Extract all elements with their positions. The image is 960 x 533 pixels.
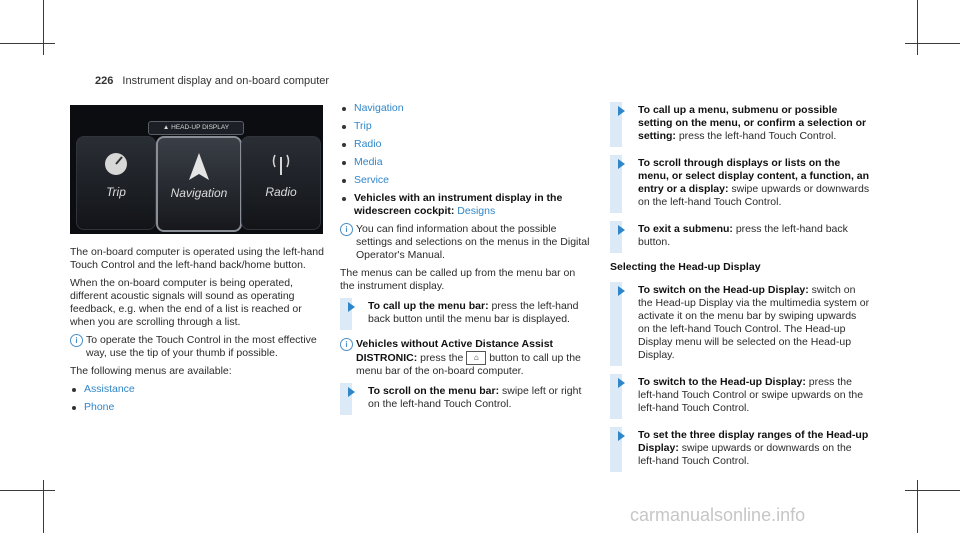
list-item — [70, 401, 325, 414]
tile-label: Trip — [106, 185, 126, 199]
watermark: carmanualsonline.info — [630, 505, 806, 525]
step: To scroll through displays or lists on the menu, or select display content, a function, an entry or a display: swipe upwards or downwards on the left-hand Touch Control. — [610, 155, 870, 213]
step: To call up the menu bar: press the left-hand back button until the menu bar is displayed. — [340, 298, 590, 330]
arrow-right-icon — [618, 225, 625, 235]
menu-screen-image — [70, 105, 323, 234]
arrow-right-icon — [348, 387, 355, 397]
home-icon: ⌂ — [466, 351, 486, 365]
link-navigation[interactable]: Navigation — [354, 102, 404, 114]
page-header — [95, 75, 329, 87]
list-item: Vehicles with an instrument display in the widescreen cockpit: Designs — [340, 192, 590, 218]
note: i You can find information about the possible settings and selections on the menus in the Digital Operator's Manual. — [340, 223, 590, 262]
note: i To operate the Touch Control in the most effective way, use the tip of your thumb if possible. — [70, 334, 325, 360]
link-designs[interactable]: Designs — [457, 205, 496, 217]
arrow-right-icon — [348, 302, 355, 312]
link-assistance[interactable]: Assistance — [84, 383, 135, 395]
step: To switch on the Head-up Display: switch on the Head-up Display via the multimedia system or activate it on the menu bar by swiping upwards on the left-hand Touch Control. The Head-up Display menu will be selected on the Head-up Display. — [610, 282, 870, 366]
page-number: 226 — [95, 75, 114, 87]
tile-navigation — [156, 136, 242, 232]
crop-mark — [905, 43, 960, 44]
page-title: Instrument display and on-board computer — [122, 75, 330, 87]
paragraph: The menus can be called up from the menu bar on the instrument display. — [340, 267, 576, 292]
list-item — [70, 383, 325, 396]
tile-label: Navigation — [170, 186, 228, 200]
speedometer-icon — [103, 151, 129, 181]
column-3 — [610, 102, 870, 480]
info-icon: i — [70, 334, 83, 347]
link-radio[interactable]: Radio — [354, 138, 382, 150]
note: i Vehicles without Active Distance Assist DISTRONIC: press the ⌂ button to call up the menu bar of the on-board computer. — [340, 338, 590, 378]
crop-mark — [43, 480, 44, 533]
tile-label: Radio — [265, 185, 297, 199]
arrow-right-icon — [618, 431, 625, 441]
step: To set the three display ranges of the Head-up Display: swipe upwards or downwards on the left-hand Touch Control. — [610, 427, 870, 472]
link-trip[interactable]: Trip — [354, 120, 372, 132]
list-item — [340, 102, 590, 115]
list-item — [340, 120, 590, 133]
info-icon: i — [340, 338, 353, 351]
list-item — [340, 156, 590, 169]
arrow-right-icon — [618, 106, 625, 116]
crop-mark — [905, 490, 960, 491]
section-heading: Selecting the Head-up Display — [610, 261, 761, 273]
arrow-right-icon — [618, 378, 625, 388]
link-media[interactable]: Media — [354, 156, 383, 168]
paragraph: The on-board computer is operated using the left-hand Touch Control and the left-hand back/home button. — [70, 246, 324, 271]
arrow-right-icon — [618, 286, 625, 296]
list-item — [340, 138, 590, 151]
step: To call up a menu, submenu or possible setting on the menu, or confirm a selection or setting: press the left-hand Touch Control. — [610, 102, 870, 147]
column-2 — [340, 102, 590, 423]
hud-label: ▲ HEAD-UP DISPLAY — [148, 121, 244, 135]
navigation-arrow-icon — [188, 152, 210, 186]
menu-list — [340, 102, 590, 218]
crop-mark — [917, 480, 918, 533]
crop-mark — [0, 43, 55, 44]
crop-mark — [0, 490, 55, 491]
tile-radio — [241, 136, 321, 230]
crop-mark — [43, 0, 44, 55]
step: To scroll on the menu bar: swipe left or right on the left-hand Touch Control. — [340, 383, 590, 415]
step: To switch to the Head-up Display: press the left-hand Touch Control or swipe upwards on the left-hand Touch Control. — [610, 374, 870, 419]
paragraph: When the on-board computer is being operated, different acoustic signals will sound as operating feedback, e.g. when the end of a list is reached or when you are scrolling through a list. — [70, 277, 302, 328]
paragraph: The following menus are available: — [70, 365, 232, 377]
link-phone[interactable]: Phone — [84, 401, 115, 413]
arrow-right-icon — [618, 159, 625, 169]
radio-antenna-icon — [270, 151, 292, 181]
tile-trip — [76, 136, 156, 230]
list-item — [340, 174, 590, 187]
column-1 — [70, 105, 325, 419]
step: To exit a submenu: press the left-hand back button. — [610, 221, 870, 253]
crop-mark — [917, 0, 918, 55]
link-service[interactable]: Service — [354, 174, 390, 186]
info-icon: i — [340, 223, 353, 236]
menu-list — [70, 383, 325, 414]
